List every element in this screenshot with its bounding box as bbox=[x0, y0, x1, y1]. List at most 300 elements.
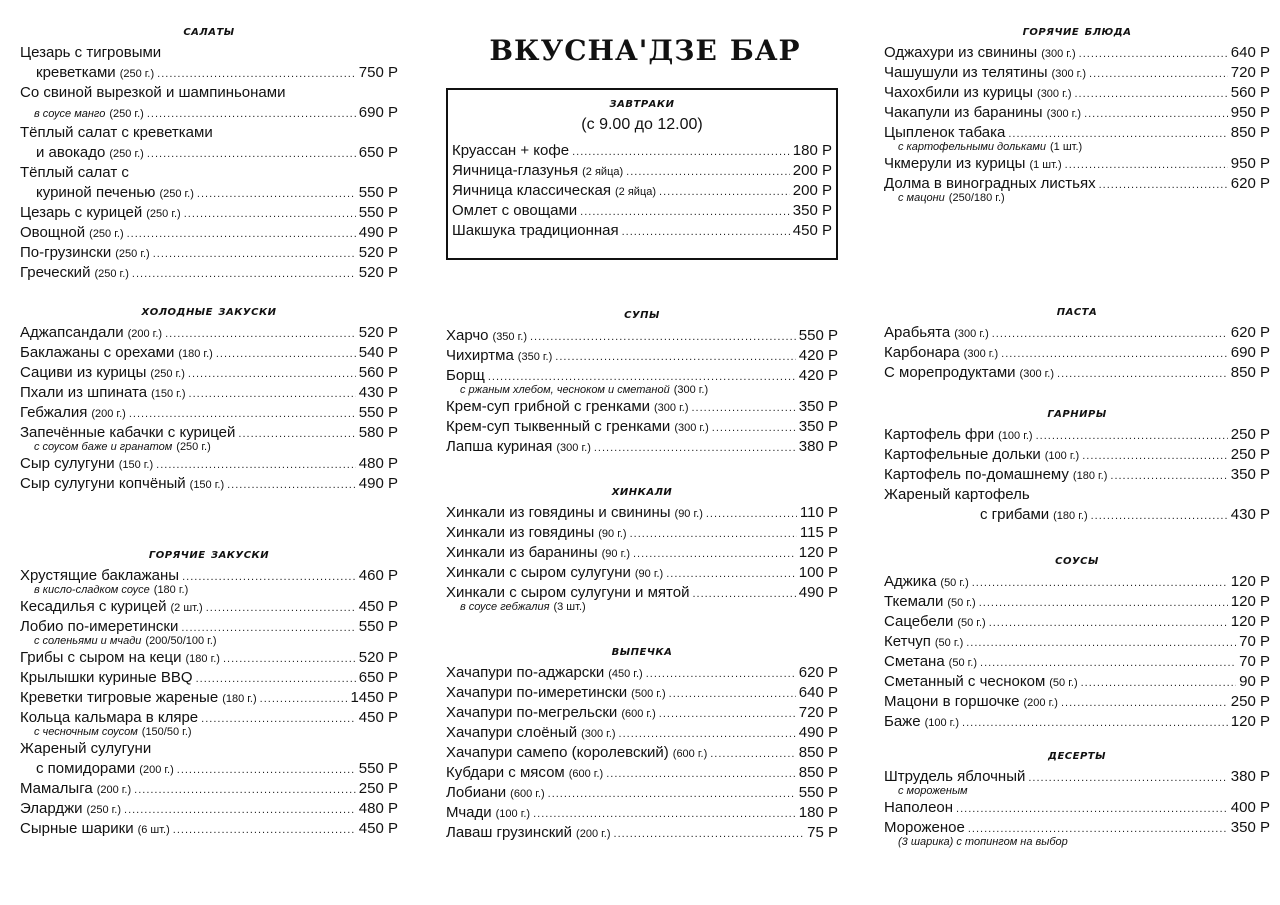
menu-item bbox=[20, 383, 398, 403]
menu-item bbox=[446, 397, 838, 417]
item-row bbox=[446, 346, 838, 366]
menu-item bbox=[884, 632, 1270, 652]
item-weight: (300 г.) bbox=[963, 348, 999, 360]
menu-item bbox=[20, 799, 398, 819]
item-name: Борщ bbox=[446, 367, 485, 384]
item-price: 200 Р bbox=[792, 162, 832, 179]
item-name: с грибами bbox=[980, 506, 1050, 523]
item-row bbox=[20, 383, 398, 403]
item-dots bbox=[223, 649, 356, 669]
item-name: По-грузински bbox=[20, 244, 112, 261]
menu-item bbox=[884, 63, 1270, 83]
item-price: 520 Р bbox=[358, 324, 398, 341]
menu-item bbox=[884, 363, 1270, 383]
item-row bbox=[20, 63, 398, 83]
item-weight: (600 г.) bbox=[621, 708, 656, 720]
item-weight: (250 г.) bbox=[86, 804, 122, 816]
menu-item bbox=[20, 474, 398, 494]
menu-section-soups bbox=[446, 305, 838, 457]
item-name: Хинкали с сыром сулугуни и мятой bbox=[446, 584, 690, 601]
item-name: Кетчуп bbox=[884, 633, 931, 650]
item-price: 950 Р bbox=[1230, 104, 1270, 121]
item-weight: (90 г.) bbox=[601, 548, 630, 560]
item-name: Эларджи bbox=[20, 800, 83, 817]
item-price: 350 Р bbox=[798, 418, 838, 435]
menu-section-pasta bbox=[884, 302, 1270, 383]
item-price: 490 Р bbox=[358, 475, 398, 492]
item-price: 650 Р bbox=[358, 669, 398, 686]
menu-item bbox=[452, 181, 832, 201]
item-row bbox=[884, 632, 1270, 652]
menu-item bbox=[452, 221, 832, 241]
menu-section-hotdishes bbox=[884, 22, 1270, 205]
item-name: и авокадо bbox=[36, 144, 106, 161]
item-weight: (50 г.) bbox=[940, 577, 969, 589]
brand-logo bbox=[489, 28, 801, 72]
item-name: Греческий bbox=[20, 264, 91, 281]
item-weight: (500 г.) bbox=[631, 688, 666, 700]
item-row bbox=[20, 263, 398, 283]
item-row bbox=[884, 123, 1270, 143]
item-weight: (100 г.) bbox=[495, 808, 531, 820]
item-price: 550 Р bbox=[358, 204, 398, 221]
brand-name-right: БАР bbox=[729, 33, 801, 67]
item-dots bbox=[1099, 175, 1228, 195]
item-weight: (250 г.) bbox=[94, 268, 129, 280]
item-row bbox=[452, 161, 832, 181]
item-weight: (100 г.) bbox=[924, 717, 960, 729]
item-row bbox=[884, 83, 1270, 103]
item-row bbox=[446, 823, 838, 843]
item-price: 850 Р bbox=[1230, 364, 1270, 381]
item-name: Мороженое bbox=[884, 819, 965, 836]
menu-item bbox=[884, 323, 1270, 343]
item-row bbox=[884, 767, 1270, 787]
item-price: 580 Р bbox=[358, 424, 398, 441]
item-dots bbox=[153, 244, 356, 264]
item-dots bbox=[606, 764, 796, 784]
item-price: 490 Р bbox=[798, 584, 838, 601]
menu-item bbox=[446, 366, 838, 396]
section-title: хинкали bbox=[611, 483, 673, 499]
item-dots bbox=[594, 438, 796, 458]
menu-item bbox=[20, 648, 398, 668]
menu-item bbox=[20, 203, 398, 223]
item-name: Шакшука традиционная bbox=[452, 222, 619, 239]
item-name: Лобио по-имеретински bbox=[20, 618, 179, 635]
item-price: 90 Р bbox=[1239, 673, 1270, 690]
item-price: 120 Р bbox=[1230, 713, 1270, 730]
item-name: Баже bbox=[884, 713, 921, 730]
item-dots bbox=[956, 799, 1228, 819]
item-row bbox=[20, 668, 398, 688]
item-weight: (600 г.) bbox=[672, 748, 708, 760]
menu-item bbox=[446, 326, 838, 346]
item-name: Мчади bbox=[446, 804, 492, 821]
item-weight: (200 г.) bbox=[139, 764, 174, 776]
item-weight: (150 г.) bbox=[189, 479, 225, 491]
item-dots bbox=[1084, 104, 1228, 124]
menu-item bbox=[884, 465, 1270, 485]
item-price: 350 Р bbox=[798, 398, 838, 415]
item-row bbox=[446, 803, 838, 823]
menu-item bbox=[446, 346, 838, 366]
item-name-line1: Тёплый салат с креветками bbox=[20, 124, 213, 141]
section-title: завтраки bbox=[609, 95, 675, 111]
item-price: 720 Р bbox=[1230, 64, 1270, 81]
menu-item bbox=[452, 141, 832, 161]
menu-item bbox=[446, 763, 838, 783]
item-price: 70 Р bbox=[1239, 653, 1270, 670]
item-price: 250 Р bbox=[358, 780, 398, 797]
item-name: Хинкали из говядины bbox=[446, 524, 595, 541]
item-row bbox=[884, 103, 1270, 123]
section-title: соусы bbox=[1055, 552, 1099, 568]
item-dots bbox=[992, 324, 1228, 344]
item-weight: (6 шт.) bbox=[137, 824, 170, 836]
item-row bbox=[20, 143, 398, 163]
menu-item bbox=[446, 583, 838, 613]
item-name: Чахохбили из курицы bbox=[884, 84, 1034, 101]
item-name: Цезарь с курицей bbox=[20, 204, 143, 221]
menu-item bbox=[20, 739, 398, 779]
item-name: Со свиной вырезкой и шампиньонами bbox=[20, 84, 286, 101]
item-price: 850 Р bbox=[1230, 124, 1270, 141]
item-name: Хачапури самепо (королевский) bbox=[446, 744, 669, 761]
item-weight: (90 г.) bbox=[674, 508, 703, 520]
item-dots bbox=[530, 327, 796, 347]
item-price: 120 Р bbox=[1230, 593, 1270, 610]
item-row bbox=[884, 465, 1270, 485]
item-price: 560 Р bbox=[358, 364, 398, 381]
menu-item bbox=[446, 723, 838, 743]
item-name: Картофель по-домашнему bbox=[884, 466, 1069, 483]
section-title: горячие блюда bbox=[1022, 23, 1132, 39]
item-row bbox=[20, 454, 398, 474]
item-weight: (300 г.) bbox=[1019, 368, 1055, 380]
item-dots bbox=[147, 144, 356, 164]
item-price: 250 Р bbox=[1230, 446, 1270, 463]
item-row bbox=[20, 759, 398, 779]
item-name: Хинкали из говядины и свинины bbox=[446, 504, 671, 521]
item-weight: (50 г.) bbox=[1049, 677, 1078, 689]
item-name: Оджахури из свинины bbox=[884, 44, 1038, 61]
item-name: Арабьята bbox=[884, 324, 951, 341]
item-row bbox=[446, 743, 838, 763]
item-price: 550 Р bbox=[358, 760, 398, 777]
item-row bbox=[20, 799, 398, 819]
item-row bbox=[20, 243, 398, 263]
menu-section-desserts bbox=[884, 746, 1270, 849]
menu-item bbox=[884, 798, 1270, 818]
item-dots bbox=[692, 584, 795, 604]
item-name: Харчо bbox=[446, 327, 489, 344]
item-dots bbox=[659, 704, 796, 724]
item-note-weight: (200/50/100 г.) bbox=[145, 635, 217, 647]
item-dots bbox=[622, 222, 790, 242]
item-price: 350 Р bbox=[1230, 819, 1270, 836]
item-name: Кубдари с мясом bbox=[446, 764, 565, 781]
item-weight: (300 г.) bbox=[1051, 68, 1087, 80]
item-weight: (300 г.) bbox=[654, 402, 689, 414]
item-row bbox=[446, 663, 838, 683]
menu-item bbox=[884, 174, 1270, 204]
item-name: Круассан + кофе bbox=[452, 142, 570, 159]
item-price: 550 Р bbox=[358, 404, 398, 421]
item-name: Картофель фри bbox=[884, 426, 995, 443]
item-weight: (2 яйца) bbox=[615, 186, 657, 198]
item-name: Картофельные дольки bbox=[884, 446, 1041, 463]
item-name-line1: Тёплый салат с bbox=[20, 164, 129, 181]
item-row bbox=[446, 366, 838, 386]
item-row bbox=[884, 363, 1270, 383]
item-dots bbox=[165, 324, 356, 344]
item-row bbox=[446, 583, 838, 603]
item-price: 75 Р bbox=[807, 824, 838, 841]
item-row bbox=[446, 683, 838, 703]
item-price: 450 Р bbox=[792, 222, 832, 239]
item-dots bbox=[633, 544, 796, 564]
section-title: горячие закуски bbox=[148, 546, 270, 562]
item-dots bbox=[177, 760, 356, 780]
item-dots bbox=[196, 669, 356, 689]
item-dots bbox=[979, 593, 1228, 613]
item-weight: (90 г.) bbox=[598, 528, 627, 540]
item-note-weight: (3 шт.) bbox=[553, 601, 586, 613]
menu-item bbox=[884, 445, 1270, 465]
menu-item bbox=[446, 803, 838, 823]
item-row bbox=[446, 417, 838, 437]
item-dots bbox=[201, 709, 356, 729]
item-weight: (180 г.) bbox=[185, 653, 220, 665]
item-dots bbox=[1061, 693, 1228, 713]
item-price: 480 Р bbox=[358, 455, 398, 472]
item-price: 550 Р bbox=[358, 618, 398, 635]
item-row bbox=[884, 174, 1270, 194]
item-name: креветками bbox=[36, 64, 116, 81]
item-row bbox=[20, 203, 398, 223]
menu-item bbox=[20, 323, 398, 343]
item-note-text: (3 шарика) с топингом на выбор bbox=[898, 836, 1068, 848]
item-name: Крем-суп грибной с гренками bbox=[446, 398, 651, 415]
item-row bbox=[452, 141, 832, 161]
menu-item bbox=[20, 454, 398, 474]
item-price: 750 Р bbox=[358, 64, 398, 81]
menu-item bbox=[20, 566, 398, 596]
item-name: Баклажаны с орехами bbox=[20, 344, 175, 361]
item-row bbox=[884, 672, 1270, 692]
item-dots bbox=[132, 264, 356, 284]
item-price: 560 Р bbox=[1230, 84, 1270, 101]
item-note-text: с картофельными дольками bbox=[898, 141, 1046, 153]
menu-item bbox=[884, 712, 1270, 732]
menu-item bbox=[20, 597, 398, 617]
item-dots bbox=[580, 202, 790, 222]
item-name: Креветки тигровые жареные bbox=[20, 689, 219, 706]
item-dots bbox=[1057, 364, 1228, 384]
item-name: Сырные шарики bbox=[20, 820, 134, 837]
item-dots bbox=[691, 398, 795, 418]
item-price: 650 Р bbox=[358, 144, 398, 161]
item-note-weight: (180 г.) bbox=[153, 584, 189, 596]
item-weight: (180 г.) bbox=[178, 348, 213, 360]
item-row bbox=[884, 63, 1270, 83]
item-row bbox=[884, 154, 1270, 174]
item-weight: (300 г.) bbox=[581, 728, 616, 740]
item-dots bbox=[189, 384, 356, 404]
item-row bbox=[884, 343, 1270, 363]
menu-item bbox=[20, 243, 398, 263]
item-weight: (300 г.) bbox=[674, 422, 709, 434]
menu-item bbox=[446, 437, 838, 457]
menu-item bbox=[884, 692, 1270, 712]
item-row bbox=[20, 779, 398, 799]
item-price: 490 Р bbox=[798, 724, 838, 741]
item-dots bbox=[182, 567, 356, 587]
item-name: Сыр сулугуни копчёный bbox=[20, 475, 186, 492]
item-dots bbox=[156, 455, 356, 475]
item-weight: (600 г.) bbox=[568, 768, 604, 780]
item-name: Хинкали из баранины bbox=[446, 544, 598, 561]
menu-item bbox=[20, 403, 398, 423]
item-note-text: в кисло-сладком соусе bbox=[34, 584, 150, 596]
item-price: 690 Р bbox=[358, 104, 398, 121]
item-price: 480 Р bbox=[358, 800, 398, 817]
item-name: Хрустящие баклажаны bbox=[20, 567, 180, 584]
item-price: 620 Р bbox=[798, 664, 838, 681]
item-weight: (250 г.) bbox=[146, 208, 181, 220]
item-note-text: с соусом баже и гранатом bbox=[34, 441, 173, 453]
item-price: 550 Р bbox=[358, 184, 398, 201]
item-name: Сметанный с чесноком bbox=[884, 673, 1046, 690]
menu-item bbox=[20, 163, 398, 203]
item-note-text: с мороженым bbox=[898, 785, 968, 797]
item-dots bbox=[1075, 84, 1228, 104]
item-weight: (250 г.) bbox=[89, 228, 124, 240]
item-weight: (250 г.) bbox=[150, 368, 185, 380]
item-row bbox=[20, 403, 398, 423]
section-title: выпечка bbox=[611, 643, 673, 659]
item-dots bbox=[614, 824, 805, 844]
item-weight: (1 шт.) bbox=[1029, 159, 1062, 171]
item-note-weight: (300 г.) bbox=[673, 384, 709, 396]
menu-item bbox=[20, 688, 398, 708]
menu-item bbox=[20, 819, 398, 839]
item-row bbox=[446, 326, 838, 346]
item-price: 460 Р bbox=[358, 567, 398, 584]
item-weight: (50 г.) bbox=[957, 617, 986, 629]
item-name-line1: Жареный сулугуни bbox=[20, 740, 152, 757]
item-dots bbox=[1082, 446, 1228, 466]
item-name: Хачапури слоёный bbox=[446, 724, 578, 741]
menu-item bbox=[884, 818, 1270, 848]
item-name-line1: Цезарь с тигровыми bbox=[20, 44, 162, 61]
item-row bbox=[884, 592, 1270, 612]
item-name: Гебжалия bbox=[20, 404, 88, 421]
item-row bbox=[884, 692, 1270, 712]
item-name: Запечённые кабачки с курицей bbox=[20, 424, 236, 441]
item-name: Штрудель яблочный bbox=[884, 768, 1026, 785]
item-dots bbox=[238, 424, 355, 444]
item-dots bbox=[1079, 44, 1228, 64]
item-price: 115 Р bbox=[799, 524, 838, 541]
item-weight: (180 г.) bbox=[222, 693, 257, 705]
item-dots bbox=[962, 713, 1228, 733]
item-weight: (200 г.) bbox=[91, 408, 126, 420]
item-name: Долма в виноградных листьях bbox=[884, 175, 1096, 192]
menu-item bbox=[452, 161, 832, 181]
item-row bbox=[446, 523, 838, 543]
item-dots bbox=[706, 504, 797, 524]
item-dots bbox=[572, 142, 790, 162]
item-row bbox=[446, 783, 838, 803]
item-weight: (50 г.) bbox=[934, 637, 964, 649]
item-row bbox=[884, 43, 1270, 63]
section-title: гарниры bbox=[1047, 405, 1107, 421]
item-weight: (250 г.) bbox=[115, 248, 150, 260]
menu-item bbox=[884, 83, 1270, 103]
item-name: Лапша куриная bbox=[446, 438, 553, 455]
brand-name-left: ВКУСНА'ДЗЕ bbox=[489, 33, 718, 67]
item-row bbox=[20, 566, 398, 586]
menu-section-salads bbox=[20, 22, 398, 283]
item-weight: (250 г.) bbox=[119, 68, 155, 80]
item-price: 620 Р bbox=[1230, 324, 1270, 341]
item-dots bbox=[980, 653, 1236, 673]
item-price: 350 Р bbox=[792, 202, 832, 219]
item-name: Аджапсандали bbox=[20, 324, 124, 341]
item-dots bbox=[1036, 426, 1228, 446]
item-name: Хачапури по-имеретински bbox=[446, 684, 628, 701]
item-price: 120 Р bbox=[1230, 613, 1270, 630]
item-price: 520 Р bbox=[358, 244, 398, 261]
item-name: Хачапури по-аджарски bbox=[446, 664, 605, 681]
item-weight: (180 г.) bbox=[1053, 510, 1088, 522]
item-dots bbox=[134, 780, 356, 800]
item-name: Наполеон bbox=[884, 799, 954, 816]
item-dots bbox=[710, 744, 796, 764]
menu-item bbox=[884, 343, 1270, 363]
item-row bbox=[884, 652, 1270, 672]
menu-section-khinkali bbox=[446, 482, 838, 614]
item-weight: (250 г.) bbox=[109, 148, 144, 160]
item-name: Сыр сулугуни bbox=[20, 455, 115, 472]
item-weight: (450 г.) bbox=[608, 668, 643, 680]
item-row bbox=[452, 181, 832, 201]
menu-item bbox=[20, 343, 398, 363]
menu-item bbox=[20, 779, 398, 799]
item-weight: (350 г.) bbox=[517, 351, 553, 363]
item-price: 850 Р bbox=[798, 764, 838, 781]
item-weight: (300 г.) bbox=[556, 442, 591, 454]
item-weight: (50 г.) bbox=[947, 597, 976, 609]
item-weight: (200 г.) bbox=[576, 828, 611, 840]
menu-item bbox=[884, 154, 1270, 174]
item-price: 70 Р bbox=[1239, 633, 1270, 650]
item-row bbox=[452, 201, 832, 221]
item-row bbox=[884, 818, 1270, 838]
item-price: 690 Р bbox=[1230, 344, 1270, 361]
menu-item bbox=[20, 263, 398, 283]
item-row bbox=[446, 503, 838, 523]
menu-item bbox=[884, 572, 1270, 592]
item-price: 250 Р bbox=[1230, 426, 1270, 443]
item-dots bbox=[129, 404, 356, 424]
item-name: Аджика bbox=[884, 573, 937, 590]
menu-item bbox=[20, 43, 398, 83]
item-row bbox=[884, 445, 1270, 465]
item-row bbox=[446, 397, 838, 417]
